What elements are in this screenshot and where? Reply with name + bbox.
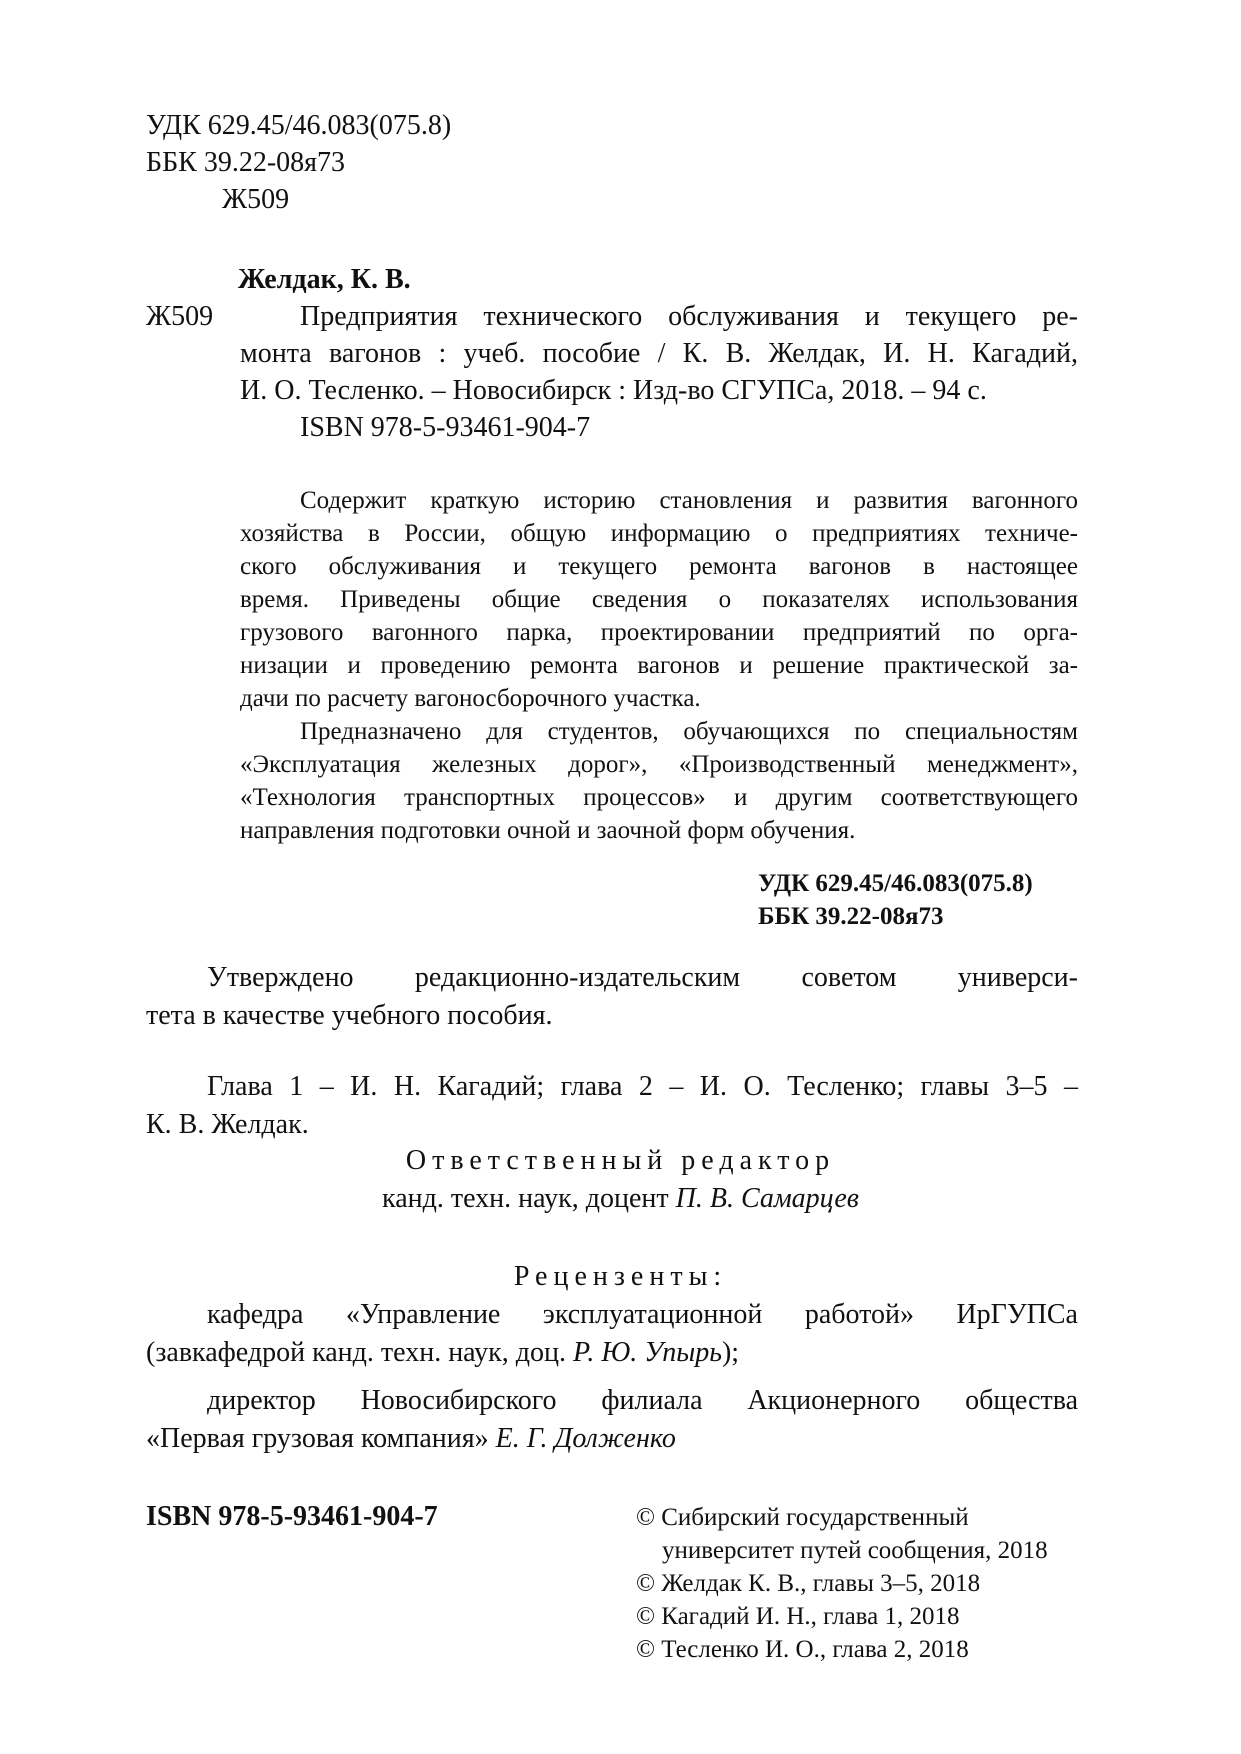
purpose-line-2: «Эксплуатация железных дорог», «Производственный менеджмент», — [240, 751, 1078, 778]
reviewer-2-name: Е. Г. Долженко — [495, 1423, 676, 1454]
copyright-line-4: © Кагадий И. Н., глава 1, 2018 — [636, 1603, 960, 1630]
reviewer-1-suffix: ); — [721, 1337, 740, 1368]
reviewer-2-line-1: директор Новосибирского филиала Акционерного общества — [207, 1385, 1078, 1416]
purpose-line-1: Предназначено для студентов, обучающихся по специальностям — [300, 718, 1078, 745]
editor-name: П. В. Самарцев — [675, 1183, 859, 1214]
reviewer-1-name: Р. Ю. Упырь — [573, 1337, 722, 1368]
reviewer-1-line-1: кафедра «Управление эксплуатационной работой» ИрГУПСа — [207, 1299, 1078, 1330]
annotation-line-1: Содержит краткую историю становления и развития вагонного — [300, 487, 1078, 514]
chapters-line-2: К. В. Желдак. — [146, 1109, 309, 1140]
annotation-line-2: хозяйства в России, общую информацию о предприятиях техниче- — [240, 520, 1078, 547]
purpose-line-3: «Технология транспортных процессов» и другим соответствующего — [240, 784, 1078, 811]
copyright-line-3: © Желдак К. В., главы 3–5, 2018 — [636, 1570, 981, 1597]
bib-line-2: монта вагонов : учеб. пособие / К. В. Желдак, И. Н. Кагадий, — [240, 338, 1078, 369]
copyright-line-1: © Сибирский государственный — [636, 1504, 969, 1531]
bbk-code: ББК 39.22-08я73 — [146, 147, 346, 178]
copyright-line-5: © Тесленко И. О., глава 2, 2018 — [636, 1636, 969, 1663]
annotation-line-7: дачи по расчету вагоносборочного участка. — [240, 685, 701, 712]
bib-isbn: ISBN 978-5-93461-904-7 — [300, 412, 591, 443]
udk-code-bold: УДК 629.45/46.083(075.8) — [758, 870, 1033, 897]
bbk-code-bold: ББК 39.22-08я73 — [758, 903, 944, 930]
annotation-line-3: ского обслуживания и текущего ремонта вагонов в настоящее — [240, 553, 1078, 580]
reviewer-2-org: «Первая грузовая компания» — [146, 1423, 489, 1454]
annotation-line-4: время. Приведены общие сведения о показателях использования — [240, 586, 1078, 613]
footer-isbn: ISBN 978-5-93461-904-7 — [146, 1501, 438, 1532]
author-mark: Ж509 — [222, 184, 290, 215]
editor-title: канд. техн. наук, доцент — [382, 1183, 669, 1214]
author-mark-bib: Ж509 — [146, 301, 214, 332]
chapters-line-1: Глава 1 – И. Н. Кагадий; глава 2 – И. О. Тесленко; главы 3–5 – — [207, 1071, 1078, 1102]
editor-line — [0, 1181, 1241, 1217]
author-heading: Желдак, К. В. — [238, 264, 411, 295]
annotation-line-5: грузового вагонного парка, проектировании предприятий по орга- — [240, 619, 1078, 646]
copyright-line-2: университет путей сообщения, 2018 — [662, 1537, 1048, 1564]
annotation-line-6: низации и проведению ремонта вагонов и решение практической за- — [240, 652, 1078, 679]
bib-line-3: И. О. Тесленко. – Новосибирск : Изд-во СГУПСа, 2018. – 94 с. — [240, 375, 987, 406]
bib-line-1: Предприятия технического обслуживания и текущего ре- — [300, 301, 1078, 332]
reviewer-1-line-2 — [146, 1335, 739, 1371]
reviewer-2-line-2 — [146, 1421, 676, 1457]
reviewer-1-prefix: (завкафедрой канд. техн. наук, доц. — [146, 1337, 567, 1368]
editor-heading: Ответственный редактор — [405, 1145, 836, 1176]
udk-code: УДК 629.45/46.083(075.8) — [146, 110, 452, 141]
approval-line-1: Утверждено редакционно-издательским советом универси- — [207, 962, 1078, 993]
approval-line-2: тета в качестве учебного пособия. — [146, 1000, 553, 1031]
purpose-line-4: направления подготовки очной и заочной форм обучения. — [240, 817, 856, 844]
reviewers-heading: Рецензенты: — [513, 1261, 728, 1292]
